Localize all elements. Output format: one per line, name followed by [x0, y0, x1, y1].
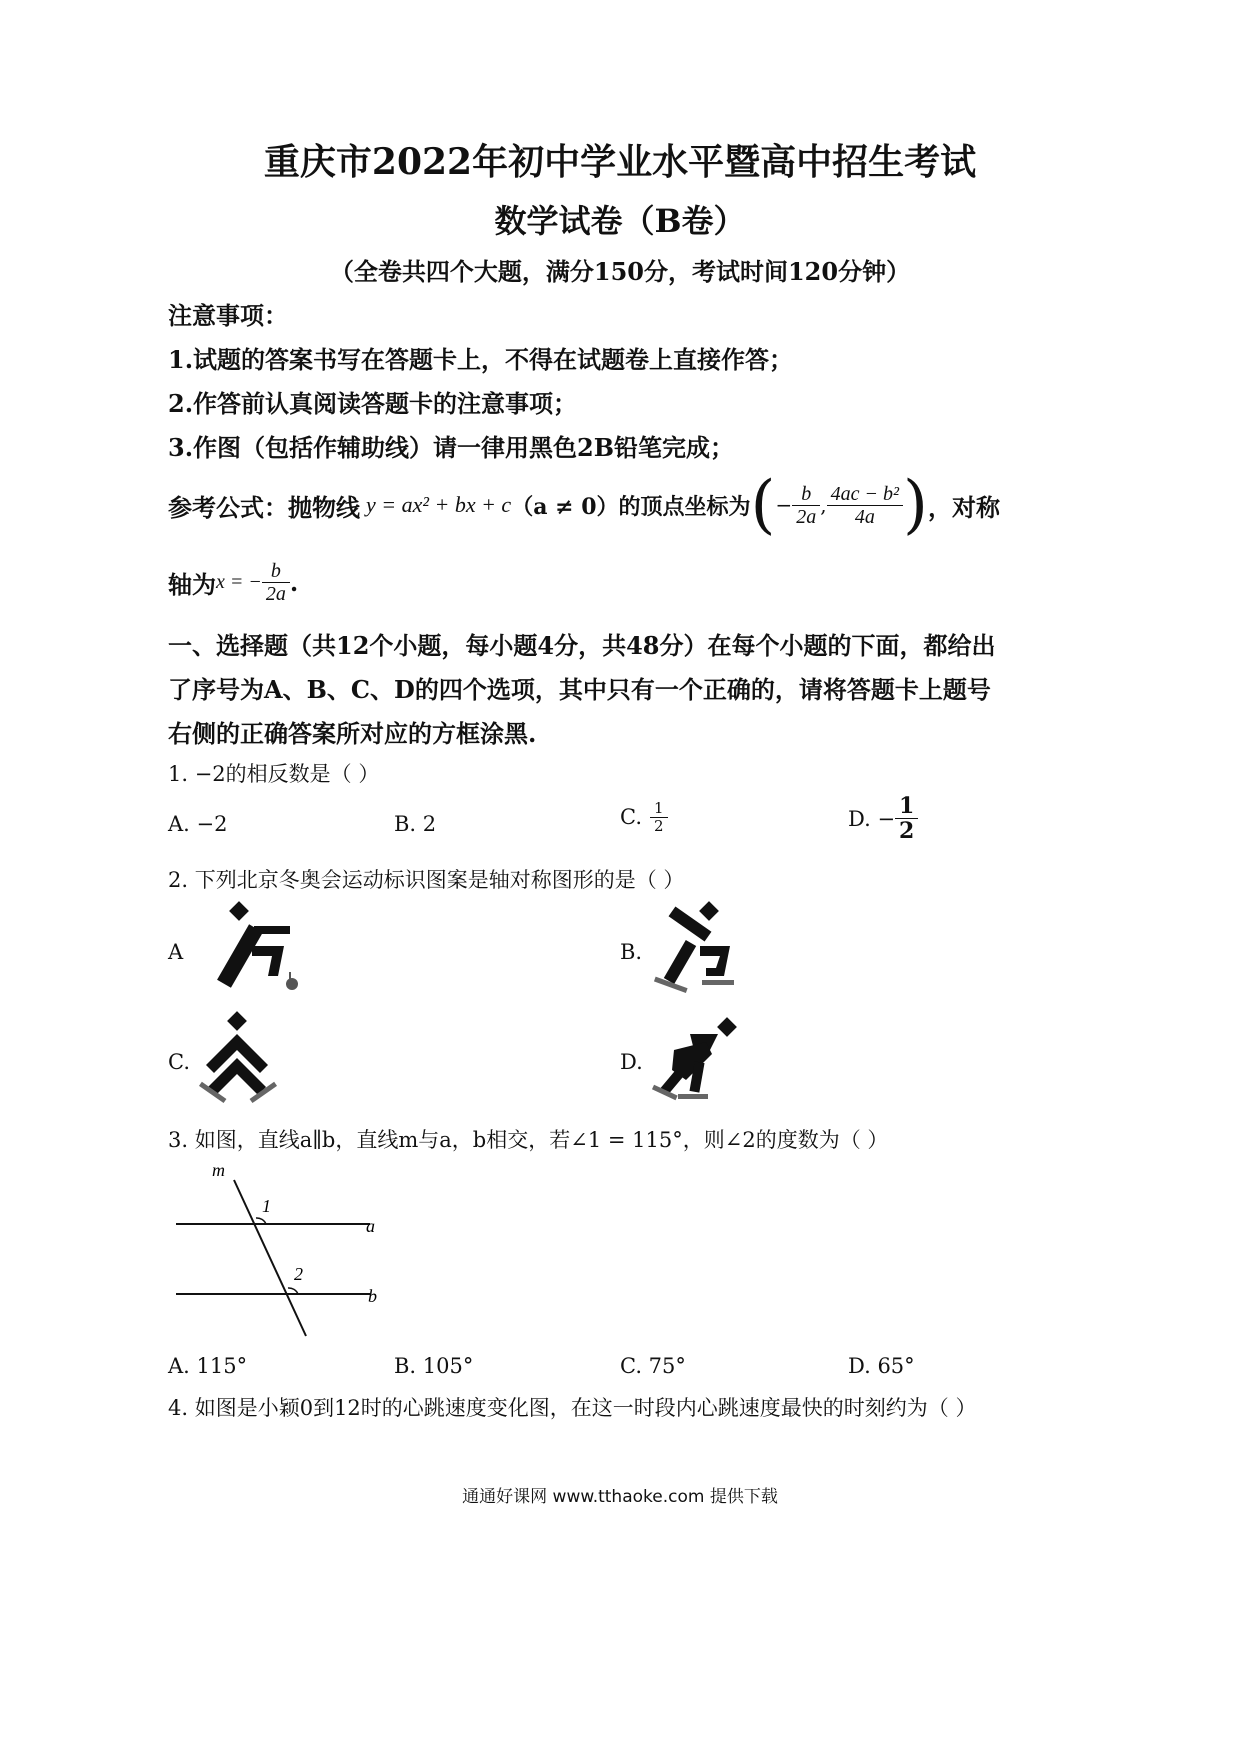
q2-label-a: A: [168, 940, 184, 964]
figure-skating-icon: [196, 1010, 296, 1110]
vertex-y-fraction: $\frac{\text{4ac − b²}}{4a}$: [827, 483, 903, 528]
snowboard-icon: [196, 900, 306, 1000]
section1-line-2: 了序号为A、B、C、D的四个选项，其中只有一个正确的，请将答题卡上题号: [168, 675, 991, 704]
label-m: m: [212, 1160, 225, 1180]
q1-option-c: C. $\frac{1}{2}$: [620, 800, 668, 834]
section1-line-3: 右侧的正确答案所对应的方框涂黑.: [168, 719, 537, 748]
exam-note: （全卷共四个大题，满分150分，考试时间120分钟）: [329, 257, 911, 286]
notice-item-2: 2.作答前认真阅读答题卡的注意事项；: [168, 389, 578, 418]
short-track-icon: [650, 1010, 750, 1110]
q3-stem: 3. 如图，直线a∥b，直线m与a，b相交，若∠1 = 115°，则∠2的度数为（ ）: [168, 1128, 889, 1152]
exam-title: 重庆市2022年初中学业水平暨高中招生考试: [263, 141, 977, 183]
notice-heading: 注意事项：: [168, 301, 288, 330]
q3-option-d: D. 65°: [848, 1354, 915, 1378]
q3-option-c: C. 75°: [620, 1354, 686, 1378]
q1-option-b: B. 2: [394, 812, 437, 836]
exam-subtitle: 数学试卷（B卷）: [494, 202, 746, 240]
q1-option-a: A. −2: [168, 812, 228, 836]
vertex-x-fraction: $\frac{b}{2a}$: [792, 483, 820, 528]
label-1: 1: [262, 1196, 271, 1216]
q1-stem: 1. −2的相反数是（ ）: [168, 762, 380, 786]
speed-skating-icon: [650, 900, 750, 1000]
formula-label: 参考公式：抛物线: [168, 492, 360, 522]
q3-option-a: A. 115°: [168, 1354, 248, 1378]
formula-condition: （a ≠ 0）的顶点坐标为: [511, 493, 751, 520]
label-2: 2: [294, 1264, 303, 1284]
q1-option-d: D. − $\frac{1}{2}$: [848, 794, 918, 843]
notice-item-3: 3.作图（包括作辅助线）请一律用黑色2B铅笔完成；: [168, 433, 735, 462]
q2-label-c: C.: [168, 1050, 190, 1074]
parabola-equation: y = ax² + bx + c: [366, 492, 512, 517]
notice-item-1: 1.试题的答案书写在答题卡上，不得在试题卷上直接作答；: [168, 345, 794, 374]
formula-symmetry-tail: ，对称: [927, 492, 1000, 522]
reference-formula: 参考公式：抛物线 y = ax² + bx + c （a ≠ 0）的顶点坐标为 ( − $\frac{b}{2a}$ , $\frac{\text{4ac − b²}}{4a}$ ) ，对称: [168, 468, 1000, 542]
label-b: b: [368, 1286, 377, 1306]
q2-stem: 2. 下列北京冬奥会运动标识图案是轴对称图形的是（ ）: [168, 868, 685, 892]
symmetry-axis: 轴为 x = − $\frac{b}{2a}$ .: [168, 559, 299, 605]
axis-equation: x = −: [216, 570, 262, 593]
parallel-lines-figure: [168, 1158, 408, 1348]
right-paren: ): [903, 468, 928, 542]
axis-fraction: $\frac{b}{2a}$: [262, 560, 290, 605]
footer-source: 通通好课网 www.tthaoke.com 提供下载: [462, 1487, 778, 1507]
q4-stem: 4. 如图是小颖0到12时的心跳速度变化图，在这一时段内心跳速度最快的时刻约为（ ）: [168, 1396, 977, 1420]
q2-label-d: D.: [620, 1050, 643, 1074]
axis-label: 轴为: [168, 569, 216, 599]
q3-option-b: B. 105°: [394, 1354, 474, 1378]
q2-label-b: B.: [620, 940, 643, 964]
left-paren: (: [750, 468, 776, 542]
section1-line-1: 一、选择题（共12个小题，每小题4分，共48分）在每个小题的下面，都给出: [168, 631, 996, 660]
label-a: a: [366, 1216, 375, 1236]
